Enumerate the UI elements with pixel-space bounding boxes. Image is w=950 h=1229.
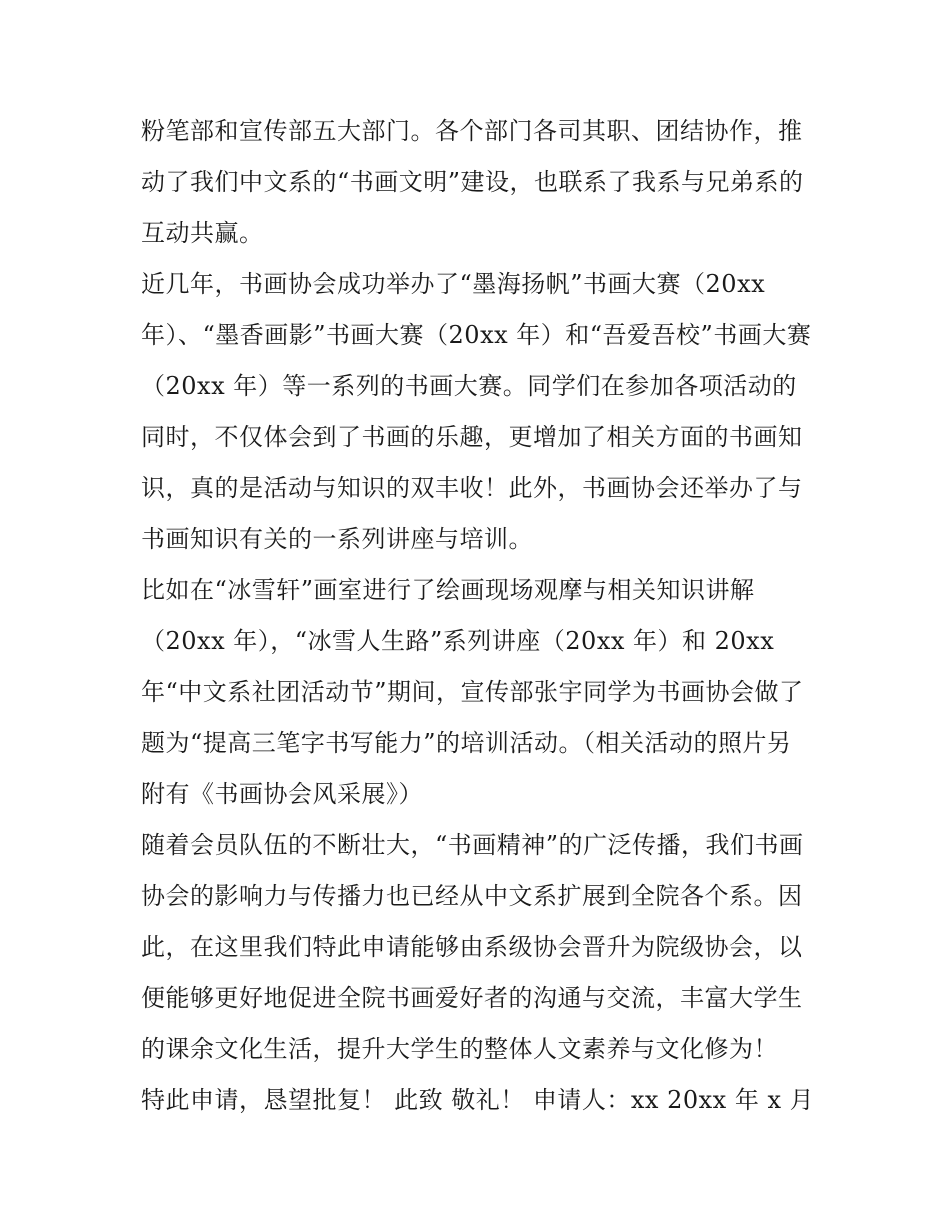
text-line: 同时，不仅体会到了书画的乐趣，更增加了相关方面的书画知 [141,423,803,451]
text-line: 特此申请，恳望批复！ 此致 敬礼！ 申请人：xx 20xx 年 x 月 [141,1086,815,1114]
text-line: 动了我们中文系的“书画文明”建设，也联系了我系与兄弟系的 [141,168,804,196]
text-line: 书画知识有关的一系列讲座与培训。 [141,525,533,553]
text-line: 年）、“墨香画影”书画大赛（20xx 年）和“吾爱吾校”书画大赛 [141,321,812,349]
text-line: 比如在“冰雪轩”画室进行了绘画现场观摩与相关知识讲解 [141,576,755,604]
text-line: 题为“提高三笔字书写能力”的培训活动。（相关活动的照片另 [141,729,792,757]
text-line: （20xx 年）等一系列的书画大赛。同学们在参加各项活动的 [141,372,797,400]
text-line: 随着会员队伍的不断壮大，“书画精神”的广泛传播，我们书画 [141,831,804,859]
text-line: 粉笔部和宣传部五大部门。各个部门各司其职、团结协作，推 [141,117,803,145]
text-line: 的课余文化生活，提升大学生的整体人文素养与文化修为！ [141,1035,778,1063]
text-line: 附有《书画协会风采展》） [141,780,423,808]
document-body [141,106,821,1126]
text-line: 互动共赢。 [141,219,264,247]
text-line: （20xx 年），“冰雪人生路”系列讲座（20xx 年）和 20xx [141,627,775,655]
text-line: 便能够更好地促进全院书画爱好者的沟通与交流，丰富大学生 [141,984,803,1012]
text-line: 年“中文系社团活动节”期间，宣传部张宇同学为书画协会做了 [141,678,804,706]
text-line: 此，在这里我们特此申请能够由系级协会晋升为院级协会，以 [141,933,803,961]
text-line: 识，真的是活动与知识的双丰收！此外，书画协会还举办了与 [141,474,803,502]
text-line: 近几年，书画协会成功举办了“墨海扬帆”书画大赛（20xx [141,270,766,298]
text-line: 协会的影响力与传播力也已经从中文系扩展到全院各个系。因 [141,882,803,910]
